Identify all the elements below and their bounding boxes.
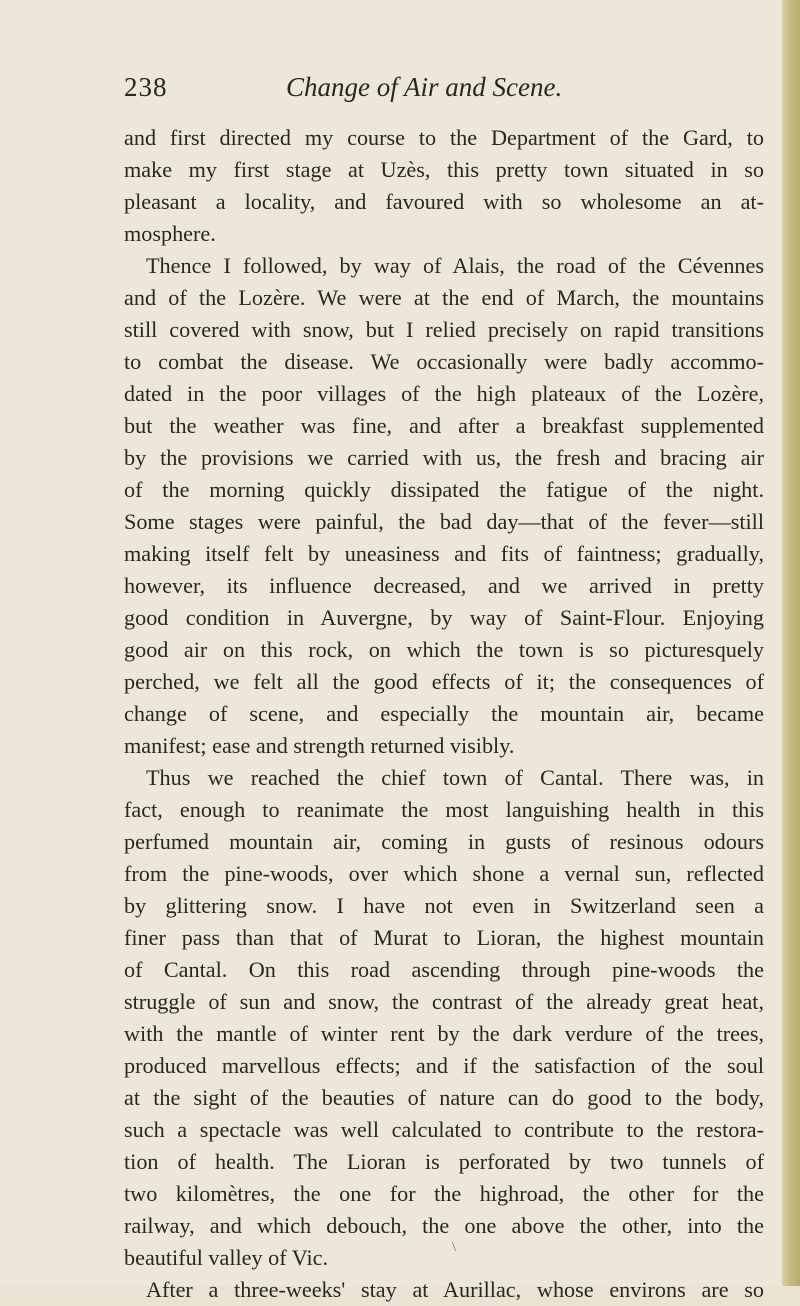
text-line: by the provisions we carried with us, the fresh and bracing air [124,445,764,470]
text-line: good air on this rock, on which the town is so picturesquely [124,637,764,662]
text-line: and first directed my course to the Department of the Gard, to [124,125,764,150]
text-line: making itself felt by uneasiness and fits of faintness; gradually, [124,541,764,566]
text-line: dated in the poor villages of the high plateaux of the Lozère, [124,381,764,406]
text-line: perched, we felt all the good effects of it; the consequences of [124,669,764,694]
page-edge [782,0,800,1286]
text-line: tion of health. The Lioran is perforated by two tunnels of [124,1149,764,1174]
text-line: make my first stage at Uzès, this pretty town situated in so [124,157,764,182]
text-line: change of scene, and especially the mountain air, became [124,701,764,726]
text-line: by glittering snow. I have not even in Switzerland seen a [124,893,764,918]
text-line: fact, enough to reanimate the most languishing health in this [124,797,764,822]
text-line: perfumed mountain air, coming in gusts of resinous odours [124,829,764,854]
text-line: but the weather was fine, and after a breakfast supplemented [124,413,764,438]
text-line: and of the Lozère. We were at the end of March, the mountains [124,285,764,310]
text-line: from the pine-woods, over which shone a vernal sun, reflected [124,861,764,886]
text-line: of the morning quickly dissipated the fatigue of the night. [124,477,764,502]
text-line: still covered with snow, but I relied precisely on rapid transitions [124,317,764,342]
running-head [124,72,764,112]
text-line: beautiful valley of Vic. [124,1245,329,1270]
text-line: Some stages were painful, the bad day—that of the fever—still [124,509,764,534]
text-line: good condition in Auvergne, by way of Saint-Flour. Enjoying [124,605,764,630]
text-line: produced marvellous effects; and if the satisfaction of the soul [124,1053,764,1078]
text-line: struggle of sun and snow, the contrast of the already great heat, [124,989,764,1014]
page-number: 238 [124,72,168,102]
text-line: with the mantle of winter rent by the dark verdure of the trees, [124,1021,764,1046]
text-line: such a spectacle was well calculated to contribute to the restora- [124,1117,764,1142]
text-line: Thence I followed, by way of Alais, the road of the Cévennes [146,253,764,278]
text-line: Thus we reached the chief town of Cantal. There was, in [146,765,764,790]
stray-mark: \ [452,1240,456,1255]
text-line: mosphere. [124,221,216,246]
text-line: however, its influence decreased, and we arrived in pretty [124,573,764,598]
text-line: manifest; ease and strength returned visibly. [124,733,515,758]
text-line: at the sight of the beauties of nature can do good to the body, [124,1085,764,1110]
text-line: two kilomètres, the one for the highroad, the other for the [124,1181,764,1206]
text-line: to combat the disease. We occasionally were badly accommo- [124,349,764,374]
text-line: pleasant a locality, and favoured with so wholesome an at- [124,189,764,214]
text-line: After a three-weeks' stay at Aurillac, whose environs are so [146,1277,764,1302]
body-text [124,122,764,1306]
text-line: railway, and which debouch, the one above the other, into the [124,1213,764,1238]
text-line: finer pass than that of Murat to Lioran, the highest mountain [124,925,764,950]
running-title: Change of Air and Scene. [286,72,563,102]
text-line: of Cantal. On this road ascending through pine-woods the [124,957,764,982]
